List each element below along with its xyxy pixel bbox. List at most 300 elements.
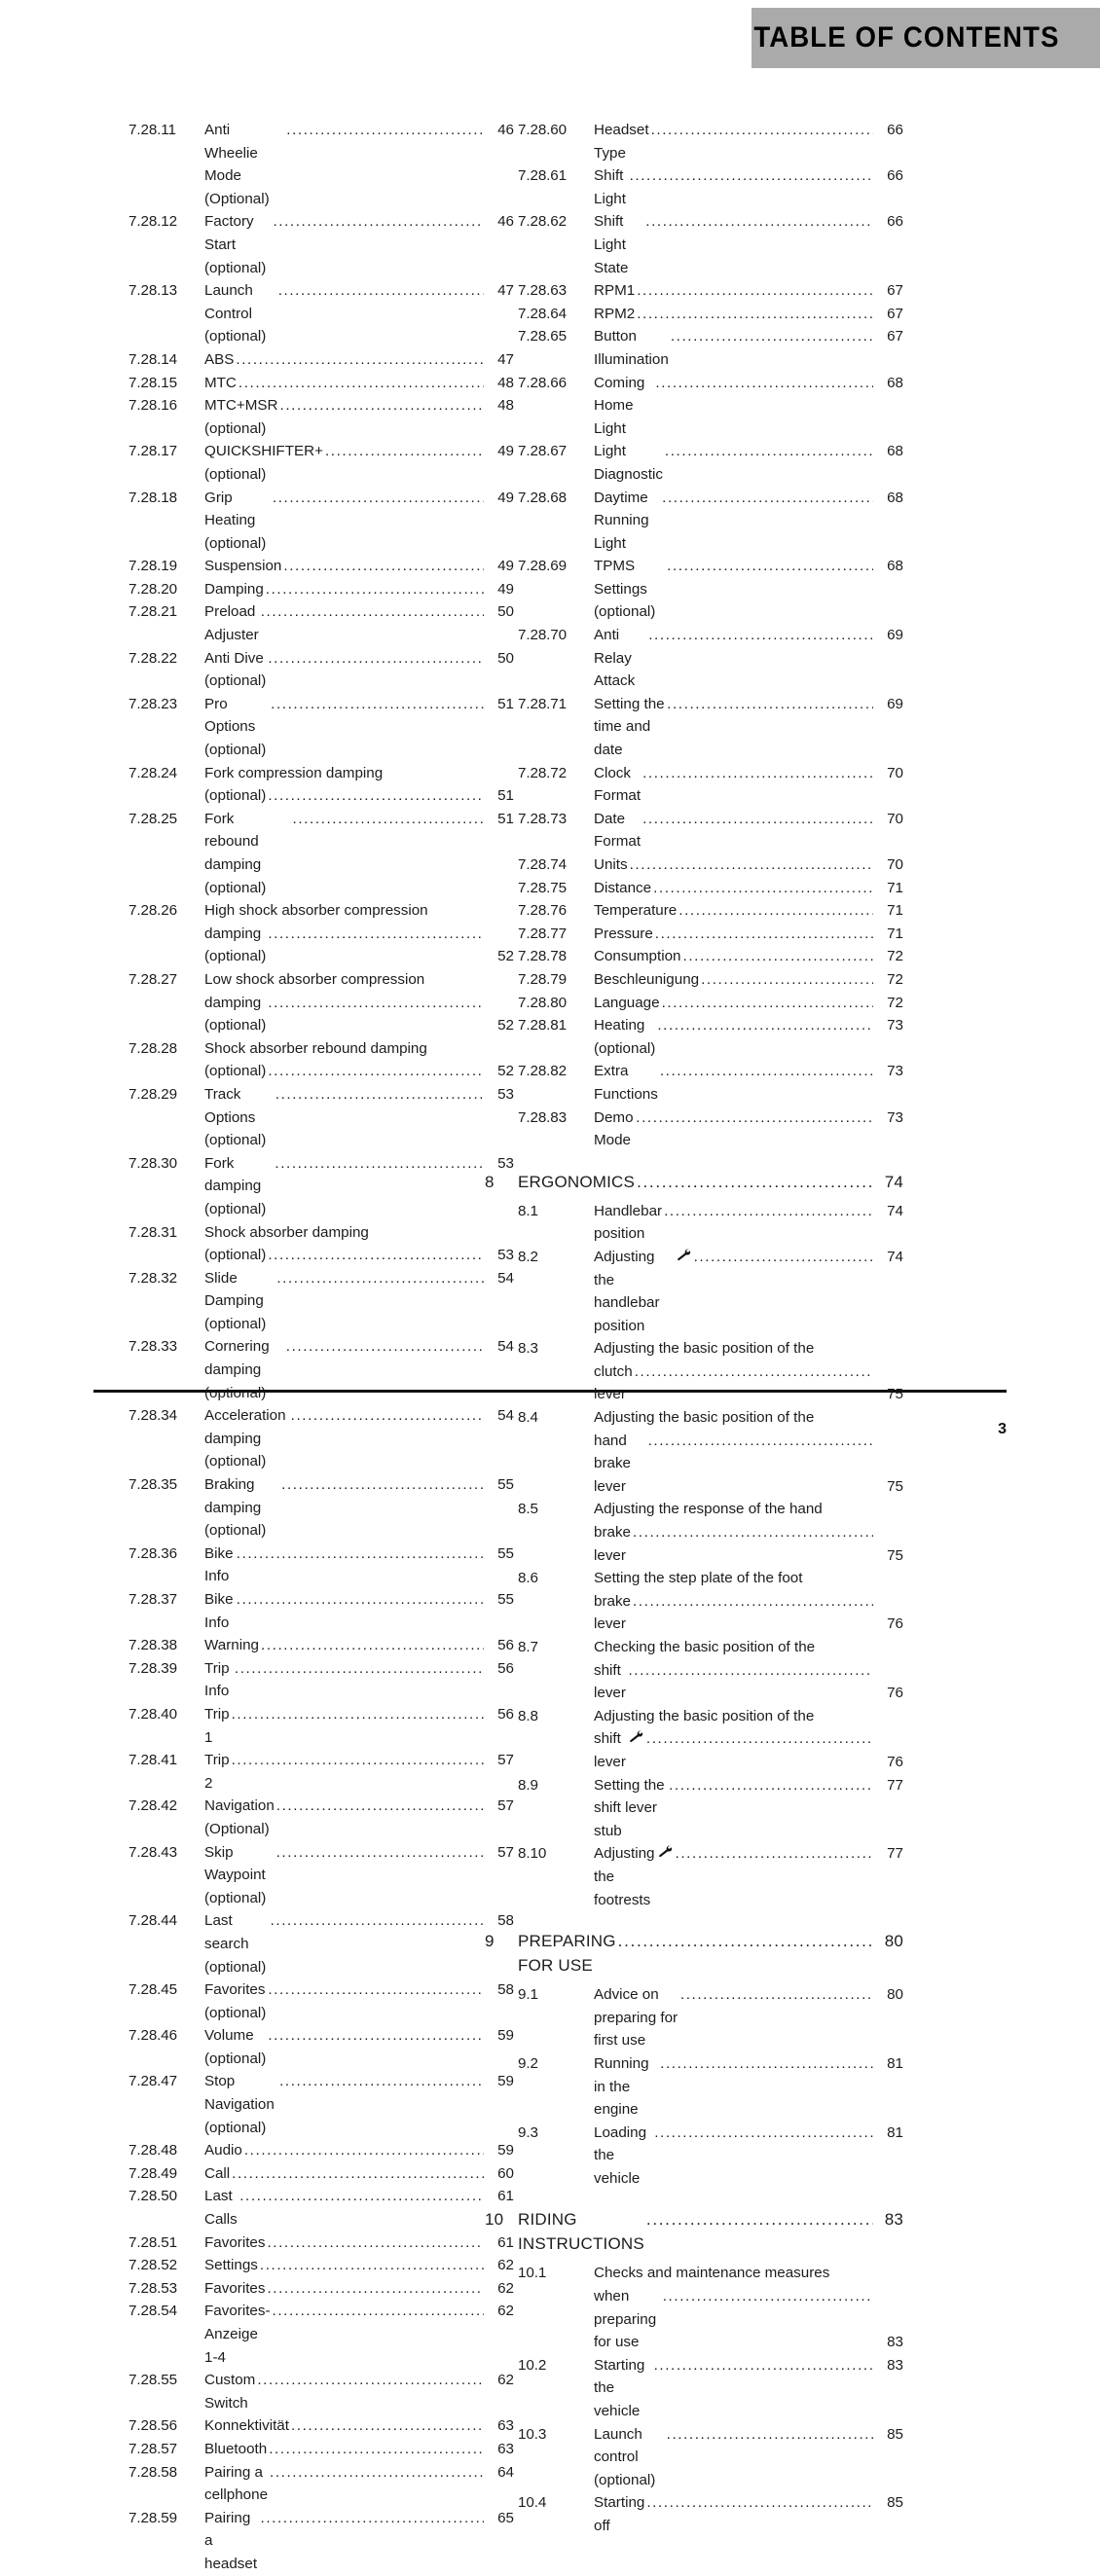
toc-entry-body	[594, 2122, 873, 2191]
toc-entry-page: 75	[887, 1477, 903, 1495]
toc-entry-page: 47	[497, 350, 514, 368]
leader-dots	[236, 348, 484, 372]
toc-entry[interactable]	[95, 2414, 514, 2438]
toc-entry-title: High shock absorber compression	[204, 902, 428, 920]
toc-entry-number: 7.28.59	[128, 2509, 177, 2526]
toc-entry-body	[204, 2507, 484, 2576]
toc-entry[interactable]	[485, 877, 903, 900]
toc-entry[interactable]	[485, 945, 903, 968]
toc-entry[interactable]	[485, 1567, 903, 1636]
leader-dots	[642, 762, 873, 785]
toc-entry[interactable]	[95, 1703, 514, 1749]
toc-entry[interactable]	[95, 2024, 514, 2070]
toc-entry-number: 7.28.30	[128, 1154, 177, 1172]
toc-entry-title: (optional)	[204, 1063, 267, 1080]
toc-entry[interactable]	[95, 808, 514, 899]
toc-entry[interactable]	[485, 1983, 903, 2052]
toc-entry-number: 8.8	[518, 1707, 538, 1724]
toc-entry[interactable]	[95, 2231, 514, 2255]
leader-dots	[654, 2122, 873, 2145]
leader-dots	[635, 1361, 873, 1384]
toc-entry[interactable]	[95, 1473, 514, 1542]
toc-entry-line	[204, 647, 484, 693]
toc-entry[interactable]	[485, 1060, 903, 1106]
toc-entry-line	[204, 440, 484, 486]
toc-entry[interactable]	[485, 210, 903, 279]
toc-entry-number: 7.28.66	[518, 374, 567, 391]
toc-entry-body	[204, 440, 484, 486]
toc-entry[interactable]	[95, 2438, 514, 2461]
toc-entry-body	[594, 2052, 873, 2122]
toc-entry[interactable]	[485, 1337, 903, 1406]
toc-entry-page: 60	[497, 2164, 514, 2182]
toc-entry[interactable]	[95, 1152, 514, 1221]
leader-dots	[645, 210, 873, 234]
toc-entry-page: 61	[497, 2188, 514, 2205]
toc-entry-body	[594, 1200, 873, 1246]
toc-entry-title: Adjusting the basic position of the	[594, 1409, 815, 1427]
toc-entry-title: Consumption	[594, 948, 681, 965]
toc-entry-title: Light Diagnostic	[594, 443, 663, 483]
toc-entry-title: Settings	[204, 2257, 258, 2274]
toc-entry-title: Adjusting the basic position of the	[594, 1340, 815, 1358]
toc-entry-title: Setting the step plate of the foot	[594, 1570, 803, 1587]
toc-entry[interactable]	[95, 1335, 514, 1404]
toc-entry-body	[204, 2139, 484, 2162]
toc-chapter-heading[interactable]	[485, 1170, 903, 1194]
toc-entry[interactable]	[95, 693, 514, 762]
toc-entry-page: 58	[497, 1912, 514, 1930]
toc-entry[interactable]	[95, 119, 514, 210]
toc-entry-body	[594, 1406, 873, 1498]
toc-entry-title: Starting the vehicle	[594, 2356, 649, 2420]
leader-dots	[268, 1244, 484, 1267]
toc-entry-line	[594, 1659, 873, 1705]
toc-entry-line	[204, 1703, 484, 1749]
toc-entry[interactable]	[95, 1909, 514, 1978]
toc-entry-line	[594, 2122, 873, 2191]
toc-entry-page: 53	[497, 1154, 514, 1172]
toc-entry-title: Adjusting the response of the hand	[594, 1501, 823, 1518]
toc-entry-number: 7.28.31	[128, 1223, 177, 1241]
toc-entry[interactable]	[95, 2369, 514, 2414]
toc-entry-body	[594, 624, 873, 693]
toc-entry-body	[594, 487, 873, 556]
toc-entry[interactable]	[95, 2277, 514, 2301]
toc-entry[interactable]	[95, 647, 514, 693]
toc-entry-line	[594, 2052, 873, 2122]
toc-entry-line	[204, 578, 484, 601]
toc-entry[interactable]	[95, 600, 514, 646]
toc-entry-line	[204, 119, 484, 210]
toc-entry[interactable]	[485, 2423, 903, 2492]
toc-entry[interactable]	[95, 2507, 514, 2576]
toc-entry-title: Trip 2	[204, 1752, 234, 1792]
toc-entry[interactable]	[485, 693, 903, 762]
leader-dots	[637, 1170, 873, 1194]
toc-entry-page: 65	[497, 2509, 514, 2526]
toc-entry-title: Fork rebound damping (optional)	[204, 810, 267, 896]
toc-entry-title: damping (optional)	[204, 925, 267, 965]
toc-entry-number: 7.28.17	[128, 443, 177, 460]
toc-entry-page: 52	[497, 1063, 514, 1080]
toc-entry[interactable]	[485, 487, 903, 556]
toc-entry-body	[594, 119, 873, 164]
toc-entry-title: Setting the shift lever stub	[594, 1776, 669, 1839]
toc-chapter-heading[interactable]	[485, 2207, 903, 2256]
leader-dots	[325, 440, 484, 463]
toc-entry-title: Handlebar position	[594, 1202, 667, 1243]
leader-dots	[646, 1727, 873, 1751]
toc-entry-title: Trip Info	[204, 1659, 234, 1700]
toc-entry-title: Launch control (optional)	[594, 2425, 656, 2488]
toc-entry-title: Anti Dive (optional)	[204, 649, 269, 690]
toc-entry[interactable]	[485, 1406, 903, 1498]
toc-entry-page: 52	[497, 1017, 514, 1034]
toc-entry-title: Track Options (optional)	[204, 1085, 267, 1149]
toc-entry-title: Setting the time and date	[594, 695, 669, 759]
toc-entry[interactable]	[485, 2491, 903, 2537]
toc-entry-number: 7.28.20	[128, 580, 177, 598]
toc-entry-title: Button Illumination	[594, 328, 669, 368]
leader-dots	[268, 992, 484, 1015]
toc-entry-line	[204, 1244, 484, 1267]
toc-entry-body	[204, 693, 484, 762]
toc-entry[interactable]	[95, 372, 514, 395]
toc-entry-line	[594, 624, 873, 693]
toc-entry[interactable]	[485, 624, 903, 693]
toc-entry[interactable]	[95, 1267, 514, 1336]
toc-entry[interactable]	[95, 578, 514, 601]
toc-entry-title: Bike Info	[204, 1591, 238, 1631]
leader-dots	[273, 2300, 484, 2323]
leader-dots	[648, 1430, 873, 1453]
toc-entry-body	[204, 394, 484, 440]
toc-entry-line	[204, 2461, 484, 2507]
leader-dots	[268, 1978, 484, 2002]
toc-entry[interactable]	[95, 1841, 514, 1910]
toc-entry-number: 7.28.62	[518, 213, 567, 231]
leader-dots	[669, 1774, 873, 1797]
toc-entry-number: 7.28.34	[128, 1407, 177, 1425]
toc-entry-line	[594, 119, 873, 164]
toc-entry[interactable]	[485, 440, 903, 486]
toc-entry[interactable]	[485, 762, 903, 808]
toc-entry-page: 70	[887, 810, 903, 827]
page-title: TABLE OF CONTENTS	[752, 21, 1059, 54]
toc-entry-page: 68	[887, 489, 903, 506]
toc-entry-page: 73	[887, 1108, 903, 1126]
toc-entry-line	[204, 1634, 484, 1657]
toc-entry[interactable]	[485, 555, 903, 624]
toc-entry-number: 7.28.48	[128, 2142, 177, 2159]
toc-entry[interactable]	[95, 1657, 514, 1703]
leader-dots	[275, 1083, 484, 1107]
toc-entry-number: 7.28.67	[518, 443, 567, 460]
toc-entry-body	[204, 1841, 484, 1910]
toc-entry-line	[204, 1404, 484, 1473]
toc-entry-number: 7.28.19	[128, 558, 177, 575]
toc-entry-body	[594, 2491, 873, 2537]
toc-entry-line	[204, 279, 484, 348]
toc-entry[interactable]	[95, 968, 514, 1037]
toc-entry[interactable]	[485, 372, 903, 441]
toc-entry-number: 7.28.40	[128, 1705, 177, 1723]
toc-entry-page: 85	[887, 2494, 903, 2512]
toc-entry-page: 54	[497, 1338, 514, 1356]
toc-entry-page: 80	[887, 1986, 903, 2004]
toc-entry-number: 7.28.39	[128, 1659, 177, 1677]
toc-entry-body	[204, 1083, 484, 1152]
toc-entry-title: Language	[594, 994, 660, 1011]
toc-entry-title: Factory Start (optional)	[204, 213, 267, 276]
toc-entry[interactable]	[95, 899, 514, 968]
toc-entry[interactable]	[485, 1107, 903, 1152]
toc-chapter-line	[518, 1170, 873, 1194]
toc-entry-body	[594, 440, 873, 486]
toc-entry-line	[204, 2254, 484, 2277]
toc-entry[interactable]	[485, 2052, 903, 2122]
toc-entry[interactable]	[95, 210, 514, 279]
leader-dots	[671, 325, 873, 348]
toc-entry[interactable]	[485, 853, 903, 877]
toc-entry[interactable]	[95, 2070, 514, 2139]
toc-entry-body	[594, 1107, 873, 1152]
toc-entry[interactable]	[485, 808, 903, 853]
toc-entry-body	[204, 899, 484, 968]
leader-dots	[291, 1404, 484, 1428]
toc-entry[interactable]	[95, 1404, 514, 1473]
toc-entry-title: Launch Control (optional)	[204, 282, 267, 345]
toc-entry[interactable]	[485, 968, 903, 992]
toc-entry[interactable]	[485, 119, 903, 164]
toc-entry-line	[204, 2231, 484, 2255]
toc-entry-body	[204, 2300, 484, 2369]
toc-entry[interactable]	[485, 899, 903, 923]
toc-entry[interactable]	[485, 303, 903, 326]
toc-entry-line	[594, 693, 873, 762]
toc-chapter-number: 10	[485, 2210, 504, 2230]
leader-dots	[286, 1335, 484, 1359]
leader-dots	[266, 578, 484, 601]
toc-entry-line	[204, 555, 484, 578]
toc-entry-number: 7.28.37	[128, 1591, 177, 1608]
toc-entry-line	[204, 923, 484, 968]
toc-entry-line	[204, 762, 484, 785]
toc-entry-line	[594, 968, 873, 992]
toc-entry-line	[204, 1267, 484, 1336]
toc-entry-number: 7.28.73	[518, 810, 567, 827]
toc-entry[interactable]	[95, 2139, 514, 2162]
toc-entry-number: 9.3	[518, 2123, 538, 2141]
toc-entry[interactable]	[485, 923, 903, 946]
leader-dots	[276, 1841, 484, 1865]
toc-entry-page: 74	[887, 1248, 903, 1265]
toc-entry-title: Date Format	[594, 810, 642, 851]
toc-entry[interactable]	[485, 279, 903, 303]
toc-entry-line	[204, 600, 484, 646]
toc-entry[interactable]	[95, 1542, 514, 1588]
toc-entry[interactable]	[95, 1749, 514, 1795]
toc-entry[interactable]	[485, 2354, 903, 2423]
toc-entry-body	[204, 2438, 484, 2461]
toc-entry-number: 7.28.49	[128, 2164, 177, 2182]
toc-entry[interactable]	[485, 2262, 903, 2353]
toc-entry[interactable]	[95, 2254, 514, 2277]
toc-entry-page: 75	[887, 1546, 903, 1564]
toc-entry-title: Volume (optional)	[204, 2027, 267, 2067]
toc-entry[interactable]	[95, 2461, 514, 2507]
toc-entry[interactable]	[95, 440, 514, 486]
toc-entry-number: 7.28.77	[518, 925, 567, 942]
toc-entry[interactable]	[95, 1795, 514, 1840]
toc-entry-line	[594, 1430, 873, 1499]
toc-entry-line	[594, 325, 873, 371]
toc-entry[interactable]	[95, 1221, 514, 1267]
toc-entry-line	[204, 2277, 484, 2301]
toc-entry-body	[594, 303, 873, 326]
toc-entry-title: damping (optional)	[204, 994, 267, 1034]
toc-entry[interactable]	[95, 2185, 514, 2231]
toc-entry-line	[204, 1657, 484, 1703]
toc-entry-number: 7.28.58	[128, 2463, 177, 2481]
toc-entry-page: 73	[887, 1063, 903, 1080]
toc-entry[interactable]	[95, 394, 514, 440]
toc-entry[interactable]	[95, 348, 514, 372]
toc-entry-body	[204, 808, 484, 899]
toc-entry-title: Pressure	[594, 925, 653, 942]
toc-entry[interactable]	[95, 1083, 514, 1152]
toc-entry-number: 7.28.21	[128, 603, 177, 621]
toc-entry-body	[204, 2414, 484, 2438]
leader-dots	[665, 440, 873, 463]
toc-entry-body	[204, 372, 484, 395]
toc-entry-title: Starting off	[594, 2494, 649, 2534]
toc-entry-title: Advice on preparing for first use	[594, 1986, 682, 2050]
toc-entry-number: 7.28.69	[518, 558, 567, 575]
toc-entry-body	[204, 555, 484, 578]
toc-entry[interactable]	[485, 1246, 903, 1337]
toc-entry[interactable]	[485, 164, 903, 210]
toc-entry-number: 7.28.72	[518, 764, 567, 781]
toc-entry-title: Bike Info	[204, 1544, 238, 1585]
toc-entry-body	[594, 808, 873, 853]
leader-dots	[273, 487, 484, 510]
leader-dots	[618, 1929, 873, 1953]
toc-entry-page: 62	[497, 2303, 514, 2320]
toc-entry-page: 59	[497, 2027, 514, 2045]
leader-dots	[237, 1542, 484, 1566]
toc-entry-body	[594, 762, 873, 808]
toc-entry-page: 53	[497, 1085, 514, 1103]
toc-entry[interactable]	[95, 762, 514, 808]
toc-entry[interactable]	[485, 1636, 903, 1705]
toc-entry-page: 67	[887, 282, 903, 300]
toc-entry-body	[594, 1983, 873, 2052]
toc-entry-body	[594, 1337, 873, 1406]
toc-entry[interactable]	[95, 555, 514, 578]
toc-entry-line	[594, 1498, 873, 1521]
leader-dots	[261, 2507, 485, 2530]
leader-dots	[637, 303, 873, 326]
leader-dots	[268, 2024, 484, 2048]
toc-entry-body	[594, 853, 873, 877]
toc-entry-body	[594, 2262, 873, 2353]
leader-dots	[271, 1909, 484, 1933]
toc-entry-page: 59	[497, 2073, 514, 2090]
toc-entry-page: 52	[497, 948, 514, 965]
toc-entry-line	[594, 210, 873, 279]
leader-dots	[636, 1107, 873, 1130]
toc-entry-line	[204, 1060, 484, 1083]
toc-entry-line	[204, 1152, 484, 1221]
toc-entry[interactable]	[485, 325, 903, 371]
toc-entry-page: 66	[887, 122, 903, 138]
toc-entry-number: 9.2	[518, 2054, 538, 2072]
toc-entry-title: Custom Switch	[204, 2372, 260, 2412]
toc-entry[interactable]	[95, 1588, 514, 1634]
leader-dots	[680, 1983, 873, 2007]
toc-entry-title: Favorites (optional)	[204, 1981, 270, 2021]
toc-entry[interactable]	[485, 1774, 903, 1843]
toc-entry-page: 46	[497, 213, 514, 231]
toc-entry-page: 58	[497, 1981, 514, 1999]
toc-entry[interactable]	[485, 1842, 903, 1911]
leader-dots	[283, 555, 484, 578]
toc-entry[interactable]	[95, 279, 514, 348]
toc-entry[interactable]	[485, 1200, 903, 1246]
toc-entry-title: shift lever	[594, 1730, 626, 1770]
leader-dots	[269, 2438, 484, 2461]
toc-entry-page: 70	[887, 764, 903, 781]
toc-entry-page: 49	[497, 489, 514, 506]
toc-entry-line	[594, 555, 873, 624]
toc-entry-line	[204, 487, 484, 556]
toc-entry-title: TPMS Settings (optional)	[594, 558, 656, 621]
toc-entry-line	[594, 1406, 873, 1430]
toc-entry[interactable]	[95, 1978, 514, 2024]
leader-dots	[257, 2369, 484, 2392]
toc-entry[interactable]	[485, 992, 903, 1015]
toc-entry-page: 50	[497, 649, 514, 667]
toc-entry[interactable]	[95, 2162, 514, 2186]
wrench-icon	[629, 1727, 643, 1740]
toc-entry[interactable]	[485, 1014, 903, 1060]
leader-dots	[660, 2052, 873, 2076]
toc-entry-page: 71	[887, 925, 903, 942]
toc-entry[interactable]	[95, 1634, 514, 1657]
toc-entry-title: Slide Damping (optional)	[204, 1269, 269, 1332]
toc-entry-line	[594, 372, 873, 441]
toc-entry[interactable]	[485, 1705, 903, 1774]
toc-entry[interactable]	[485, 2122, 903, 2191]
toc-entry-title: Navigation (Optional)	[204, 1797, 278, 1837]
toc-entry[interactable]	[95, 487, 514, 556]
toc-entry-page: 57	[497, 1797, 514, 1815]
toc-entry-number: 7.28.82	[518, 1063, 567, 1080]
toc-entry-line	[204, 2414, 484, 2438]
leader-dots	[239, 2185, 484, 2208]
toc-entry[interactable]	[95, 2300, 514, 2369]
toc-entry-line	[204, 784, 484, 808]
toc-chapter-heading[interactable]	[485, 1929, 903, 1977]
toc-entry-page: 63	[497, 2417, 514, 2435]
toc-entry-line	[594, 1705, 873, 1728]
toc-entry-body	[204, 762, 484, 808]
toc-chapter-body	[518, 1170, 873, 1194]
leader-dots	[678, 899, 873, 923]
toc-entry[interactable]	[95, 1037, 514, 1083]
